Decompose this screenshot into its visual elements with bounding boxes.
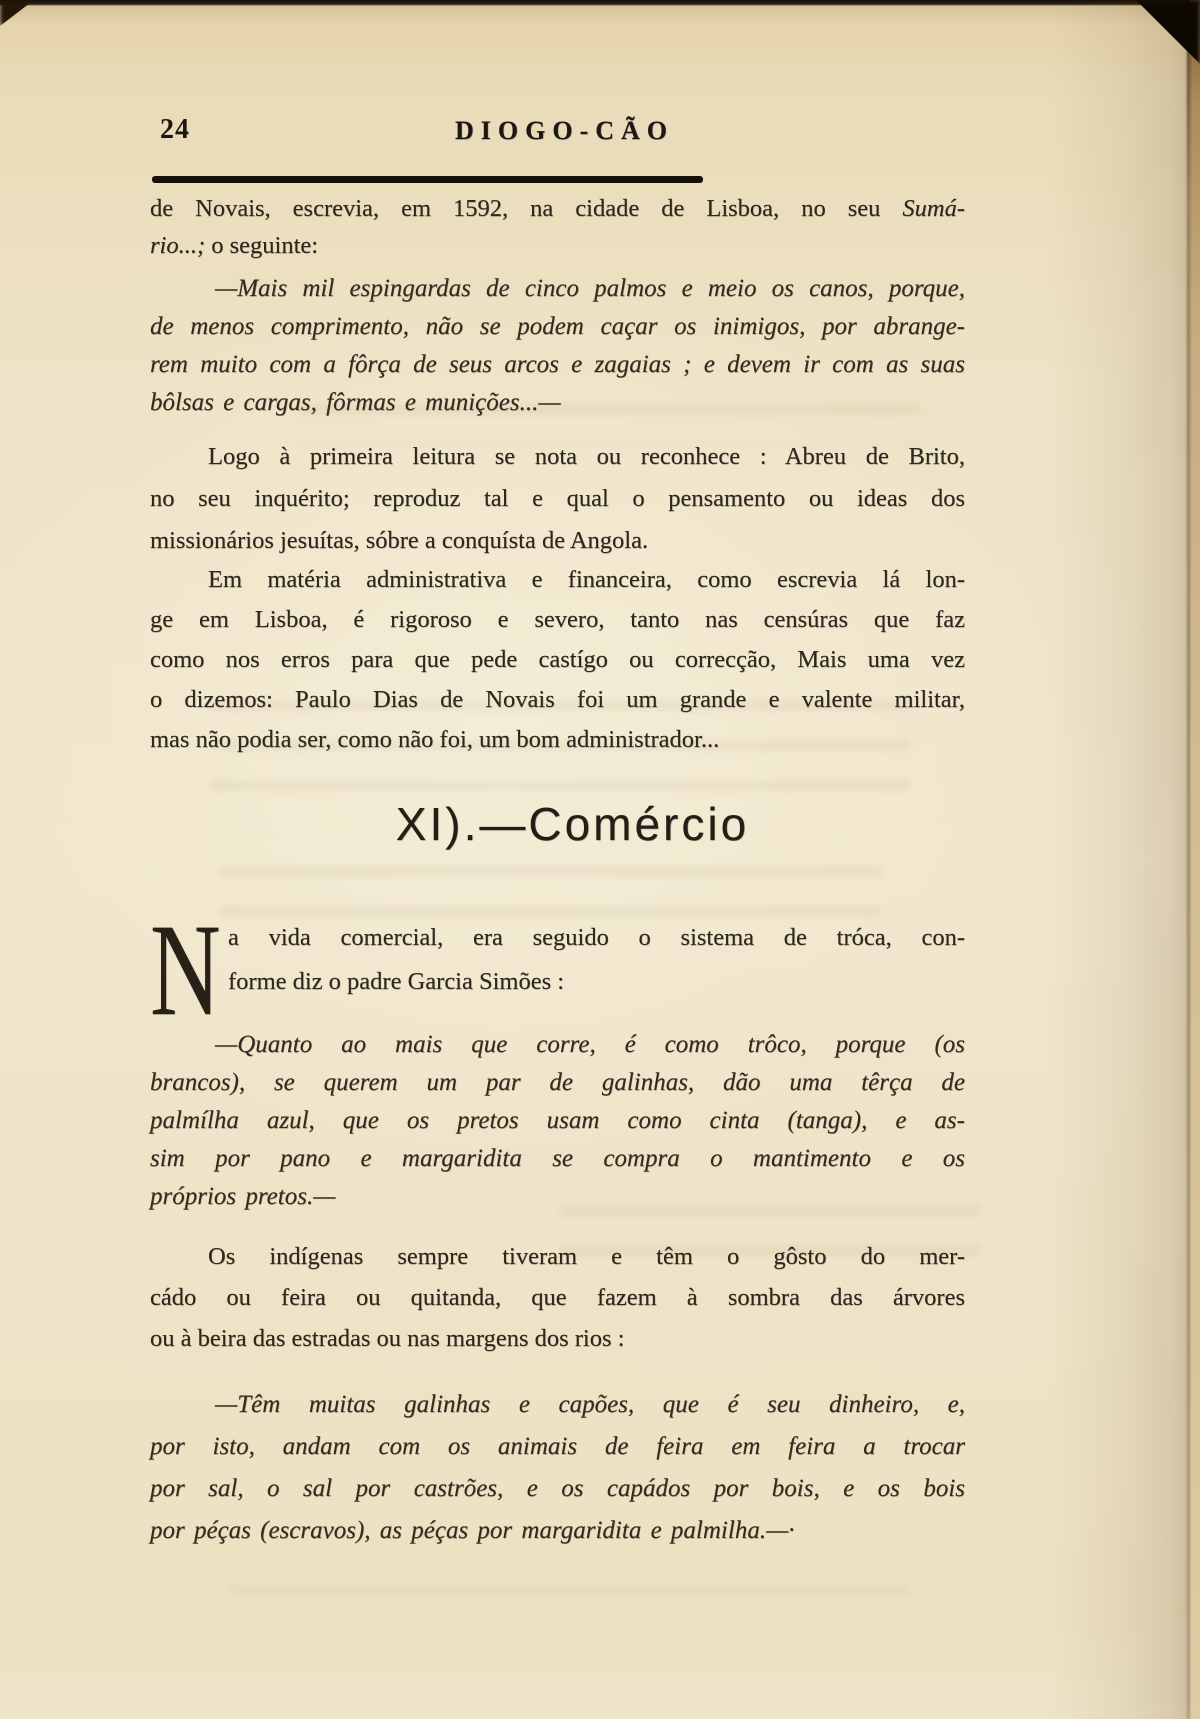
drop-cap-letter: N xyxy=(150,896,221,1043)
text-line: mas não podia ser, como não foi, um bom administrador... xyxy=(150,726,720,753)
text-line: bôlsas e cargas, fôrmas e munições...— xyxy=(150,389,561,416)
paragraph-comercio xyxy=(150,896,965,1043)
text-line: a vida comercial, era seguido o sistema de tróca, con- xyxy=(228,924,965,951)
text-line: por isto, andam com os animais de feira em feira a trocar xyxy=(150,1433,965,1460)
text-line: o dizemos: Paulo Dias de Novais foi um grande e valente militar, xyxy=(150,686,965,713)
text-line: por sal, o sal por castrões, e os capádos por bois, e os bois xyxy=(150,1475,965,1502)
running-header-title: DIOGO-CÃO xyxy=(455,116,674,145)
text-line: Logo à primeira leitura se nota ou reconhece : Abreu de Brito, xyxy=(208,443,965,470)
italic-text-segment: Sumá- xyxy=(902,195,965,222)
text-line: sim por pano e margaridita se compra o mantimento e os xyxy=(150,1145,965,1172)
text-line: como nos erros para que pede castígo ou correcção, Mais uma vez xyxy=(150,646,965,673)
text-line: por péças (escravos), as péças por margaridita e palmilha.—· xyxy=(150,1517,795,1544)
show-through-text xyxy=(230,1585,910,1621)
page-edge-crease xyxy=(1187,0,1190,1719)
text-line: de menos comprimento, não se podem caçar os inimigos, por abrange- xyxy=(150,313,965,340)
quote-galinhas xyxy=(150,1384,965,1552)
text-line: próprios pretos.— xyxy=(150,1183,336,1210)
paragraph-intro xyxy=(150,190,965,264)
running-header-row xyxy=(150,112,965,152)
text-line: —Têm muitas galinhas e capões, que é seu dinheiro, e, xyxy=(215,1391,965,1418)
text-segment: de Novais, escrevia, em 1592, na cidade de Lisboa, no seu xyxy=(150,195,903,222)
italic-text-segment: rio...; xyxy=(150,232,212,259)
text-line: brancos), se querem um par de galinhas, dão uma têrça de xyxy=(150,1069,965,1096)
page-top-edge xyxy=(0,0,1200,6)
text-line: ge em Lisboa, é rigoroso e severo, tanto nas censúras que faz xyxy=(150,606,965,633)
header-rule xyxy=(152,176,703,183)
text-line: ou à beira das estradas ou nas margens dos rios : xyxy=(150,1325,625,1352)
page-number: 24 xyxy=(160,114,190,145)
text-line: rem muito com a fôrça de seus arcos e zagaias ; e devem ir com as suas xyxy=(150,351,965,378)
text-line: palmílha azul, que os pretos usam como cinta (tanga), e as- xyxy=(150,1107,965,1134)
paragraph-comercio-lines xyxy=(228,916,965,1004)
section-heading: XI).—Comércio xyxy=(395,798,750,850)
text-line xyxy=(150,190,965,227)
quote-espingardas xyxy=(150,270,965,422)
text-segment: o seguinte: xyxy=(211,232,319,259)
text-line: Os indígenas sempre tiveram e têm o gôsto do mer- xyxy=(208,1243,965,1270)
text-line: Em matéria administrativa e financeira, como escrevia lá lon- xyxy=(208,566,965,593)
text-line xyxy=(150,227,965,264)
paragraph-indigenas xyxy=(150,1236,965,1359)
page-corner-top-left xyxy=(0,0,34,26)
text-line: —Mais mil espingardas de cinco palmos e meio os canos, porque, xyxy=(215,275,965,302)
paragraph-em-materia xyxy=(150,560,965,760)
page-right-edge xyxy=(1190,0,1200,1719)
paragraph-logo xyxy=(150,436,965,562)
quote-troco xyxy=(150,1026,965,1216)
page-gutter-shadow xyxy=(1050,0,1200,1719)
text-line: cádo ou feira ou quitanda, que fazem à sombra das árvores xyxy=(150,1284,965,1311)
text-line: no seu inquérito; reproduz tal e qual o pensamento ou ideas dos xyxy=(150,485,965,512)
text-line: forme diz o padre Garcia Simões : xyxy=(228,968,565,995)
text-line: missionários jesuítas, sóbre a conquísta de Angola. xyxy=(150,527,649,554)
text-line: —Quanto ao mais que corre, é como trôco, porque (os xyxy=(215,1031,965,1058)
